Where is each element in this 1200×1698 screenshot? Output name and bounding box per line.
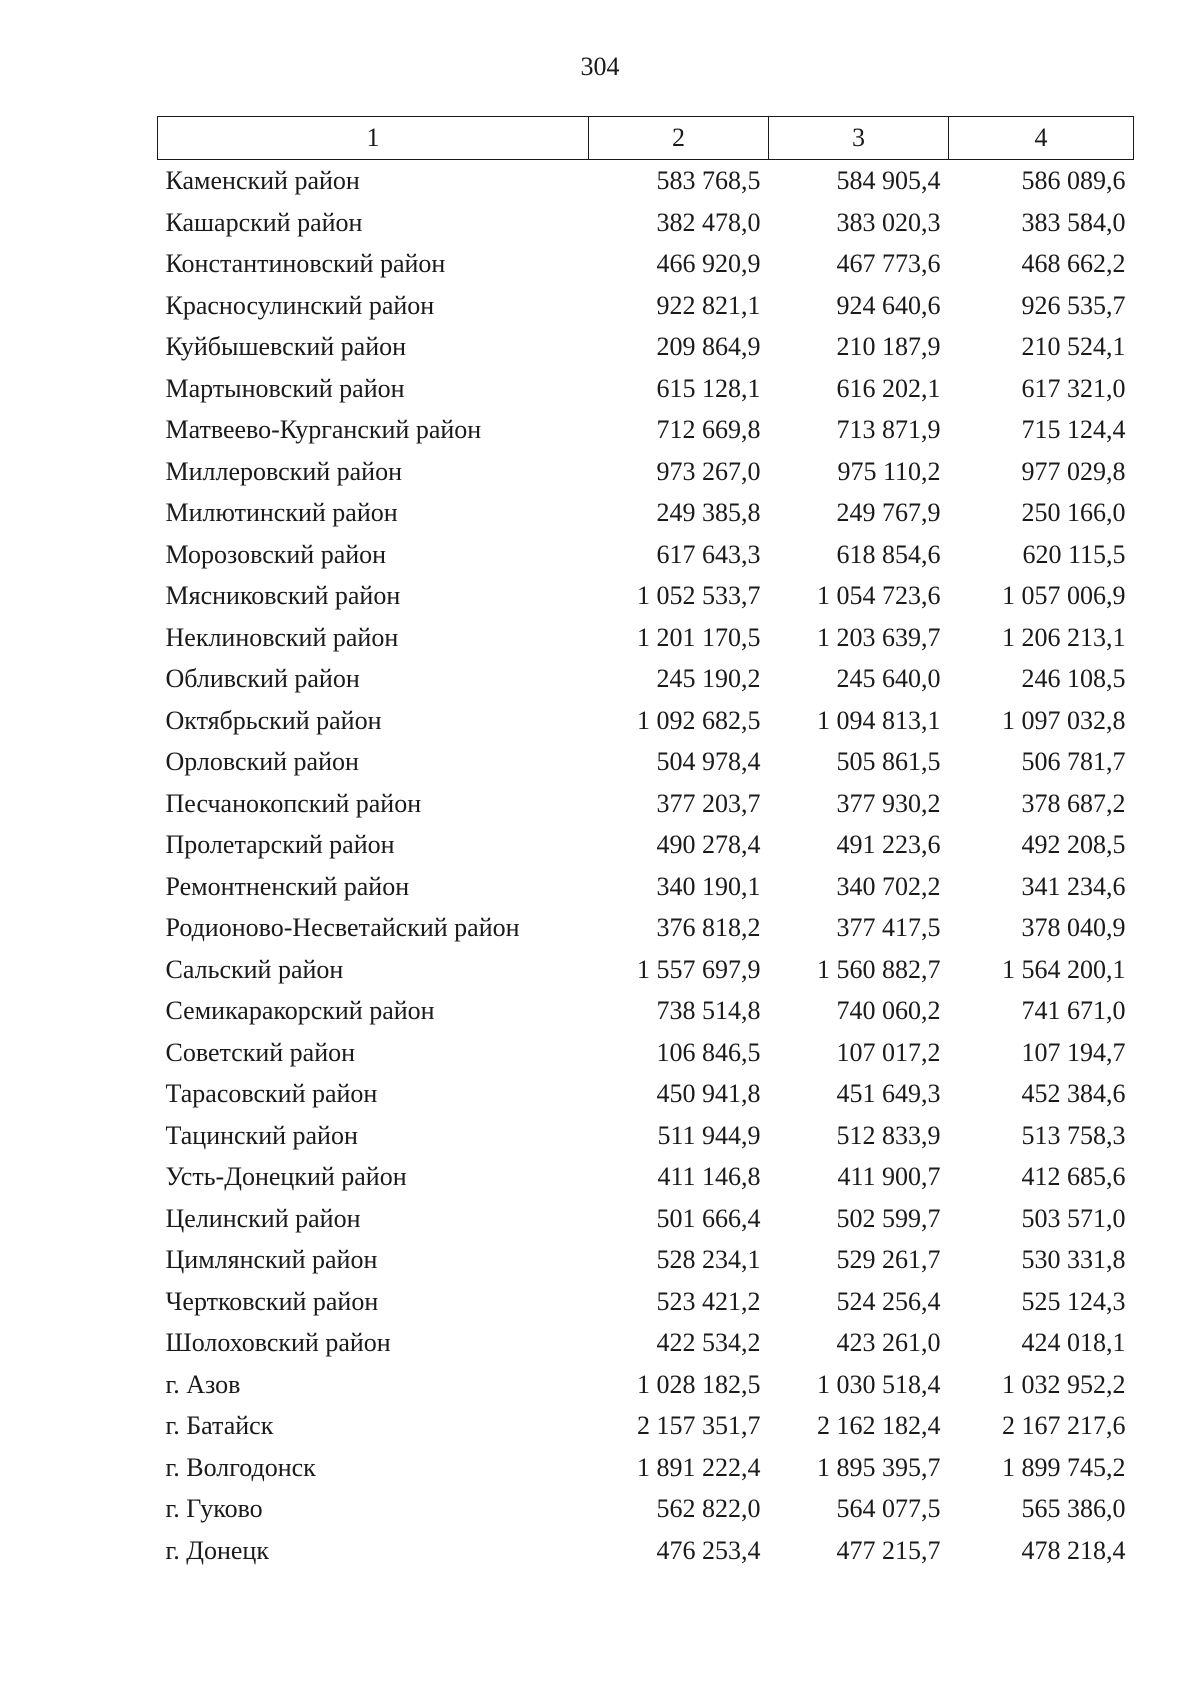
header-col-3: 3 xyxy=(769,117,949,160)
value-cell-col-4: 478 218,4 xyxy=(1021,1535,1126,1565)
value-cell-col-3: 383 020,3 xyxy=(836,207,941,237)
district-name-cell: Орловский район xyxy=(165,747,359,776)
district-name-cell: Обливский район xyxy=(165,664,360,693)
value-cell-col-3: 2 162 182,4 xyxy=(817,1411,941,1440)
table-row xyxy=(158,1488,1134,1530)
district-name-cell: г. Азов xyxy=(165,1369,241,1399)
header-row xyxy=(158,117,1134,160)
table-row xyxy=(158,1530,1134,1572)
table-row xyxy=(158,949,1134,991)
value-cell-col-3: 924 640,6 xyxy=(836,290,941,320)
district-name-cell: Красносулинский район xyxy=(165,290,435,320)
value-cell-col-4: 378 687,2 xyxy=(1021,788,1126,818)
district-name-cell: Матвеево-Курганский район xyxy=(165,415,482,444)
value-cell-col-3: 377 417,5 xyxy=(836,913,941,942)
value-cell-col-3: 423 261,0 xyxy=(836,1328,941,1357)
value-cell-col-3: 340 702,2 xyxy=(836,871,941,901)
value-cell-col-3: 467 773,6 xyxy=(836,249,941,278)
value-cell-col-3: 491 223,6 xyxy=(836,830,941,859)
table-row xyxy=(158,326,1134,368)
district-name-cell: Родионово-Несветайский район xyxy=(165,913,520,942)
district-name-cell: Пролетарский район xyxy=(165,830,395,859)
value-cell-col-4: 530 331,8 xyxy=(1021,1245,1126,1274)
table-row xyxy=(158,866,1134,908)
value-cell-col-4: 977 029,8 xyxy=(1021,456,1126,486)
district-name-cell: Кашарский район xyxy=(165,207,363,237)
value-cell-col-4: 741 671,0 xyxy=(1021,996,1126,1025)
value-cell-col-3: 1 203 639,7 xyxy=(817,622,941,652)
district-name-cell: г. Гуково xyxy=(165,1494,263,1523)
value-cell-col-4: 506 781,7 xyxy=(1021,747,1126,776)
value-cell-col-3: 245 640,0 xyxy=(836,664,941,693)
value-cell-col-2: 922 821,1 xyxy=(656,290,761,320)
district-name-cell: Неклиновский район xyxy=(165,622,399,652)
table-row xyxy=(158,1073,1134,1115)
value-cell-col-4: 1 564 200,1 xyxy=(1002,954,1126,984)
table-row xyxy=(158,451,1134,493)
table-row xyxy=(158,741,1134,783)
table-row xyxy=(158,409,1134,451)
district-name-cell: Тацинский район xyxy=(165,1120,358,1150)
table-row xyxy=(158,990,1134,1032)
district-name-cell: Ремонтненский район xyxy=(165,871,410,901)
value-cell-col-2: 617 643,3 xyxy=(656,539,761,569)
value-cell-col-4: 341 234,6 xyxy=(1021,871,1126,901)
value-cell-col-3: 411 900,7 xyxy=(837,1162,941,1191)
value-cell-col-4: 565 386,0 xyxy=(1021,1494,1126,1523)
value-cell-col-4: 378 040,9 xyxy=(1021,913,1126,942)
value-cell-col-4: 424 018,1 xyxy=(1021,1328,1126,1357)
table-row xyxy=(158,243,1134,285)
district-name-cell: г. Волгодонск xyxy=(165,1452,316,1482)
table-row xyxy=(158,534,1134,576)
value-cell-col-3: 616 202,1 xyxy=(836,373,941,403)
district-name-cell: Сальский район xyxy=(165,954,344,984)
table-row xyxy=(158,824,1134,866)
district-name-cell: Каменский район xyxy=(165,166,360,195)
district-name-cell: Целинский район xyxy=(165,1203,361,1233)
table-header xyxy=(158,117,1134,160)
table-row xyxy=(158,575,1134,617)
value-cell-col-2: 1 052 533,7 xyxy=(637,581,761,610)
value-cell-col-3: 505 861,5 xyxy=(836,747,941,776)
district-name-cell: Мясниковский район xyxy=(165,581,401,610)
value-cell-col-4: 503 571,0 xyxy=(1021,1203,1126,1233)
value-cell-col-2: 501 666,4 xyxy=(656,1203,761,1233)
page-number: 304 xyxy=(580,52,620,81)
table-row xyxy=(158,1115,1134,1157)
value-cell-col-4: 468 662,2 xyxy=(1021,249,1126,278)
value-cell-col-2: 340 190,1 xyxy=(656,871,761,901)
value-cell-col-3: 512 833,9 xyxy=(836,1120,941,1150)
value-cell-col-2: 490 278,4 xyxy=(656,830,761,859)
value-cell-col-3: 713 871,9 xyxy=(836,415,941,444)
value-cell-col-4: 513 758,3 xyxy=(1021,1120,1126,1150)
value-cell-col-2: 973 267,0 xyxy=(656,456,761,486)
value-cell-col-3: 1 094 813,1 xyxy=(817,705,941,735)
value-cell-col-4: 2 167 217,6 xyxy=(1002,1411,1126,1440)
value-cell-col-2: 562 822,0 xyxy=(656,1494,761,1523)
value-cell-col-2: 476 253,4 xyxy=(656,1535,761,1565)
value-cell-col-2: 738 514,8 xyxy=(656,996,761,1025)
value-cell-col-2: 511 944,9 xyxy=(657,1120,761,1150)
table-body xyxy=(158,160,1134,1572)
district-name-cell: г. Батайск xyxy=(165,1411,274,1440)
district-name-cell: Песчанокопский район xyxy=(165,788,422,818)
header-col-1: 1 xyxy=(158,117,589,160)
table-row xyxy=(158,1198,1134,1240)
value-cell-col-4: 1 206 213,1 xyxy=(1002,622,1126,652)
value-cell-col-4: 586 089,6 xyxy=(1021,166,1126,195)
value-cell-col-3: 1 054 723,6 xyxy=(817,581,941,610)
value-cell-col-2: 209 864,9 xyxy=(656,332,761,361)
table-row xyxy=(158,1405,1134,1447)
value-cell-col-2: 1 028 182,5 xyxy=(637,1369,761,1399)
district-name-cell: Усть-Донецкий район xyxy=(165,1162,407,1191)
value-cell-col-2: 422 534,2 xyxy=(656,1328,761,1357)
value-cell-col-2: 1 201 170,5 xyxy=(637,622,761,652)
district-name-cell: Семикаракорский район xyxy=(165,996,435,1025)
district-name-cell: Мартыновский район xyxy=(165,373,405,403)
value-cell-col-3: 1 030 518,4 xyxy=(817,1369,941,1399)
table-row xyxy=(158,285,1134,327)
table-row xyxy=(158,617,1134,659)
table-row xyxy=(158,907,1134,949)
table-row xyxy=(158,1447,1134,1489)
table-row xyxy=(158,1156,1134,1198)
district-name-cell: г. Донецк xyxy=(165,1535,269,1565)
value-cell-col-2: 466 920,9 xyxy=(656,249,761,278)
value-cell-col-3: 618 854,6 xyxy=(836,539,941,569)
value-cell-col-3: 529 261,7 xyxy=(836,1245,941,1274)
value-cell-col-4: 715 124,4 xyxy=(1021,415,1126,444)
table-row xyxy=(158,492,1134,534)
value-cell-col-2: 382 478,0 xyxy=(656,207,761,237)
district-name-cell: Миллеровский район xyxy=(165,456,403,486)
district-name-cell: Константиновский район xyxy=(165,249,446,278)
value-cell-col-2: 376 818,2 xyxy=(656,913,761,942)
district-name-cell: Советский район xyxy=(165,1037,356,1067)
value-cell-col-4: 1 097 032,8 xyxy=(1002,705,1126,735)
table-row xyxy=(158,1239,1134,1281)
district-name-cell: Морозовский район xyxy=(165,539,387,569)
table-row xyxy=(158,202,1134,244)
value-cell-col-4: 210 524,1 xyxy=(1021,332,1126,361)
value-cell-col-2: 504 978,4 xyxy=(656,747,761,776)
value-cell-col-2: 615 128,1 xyxy=(656,373,761,403)
value-cell-col-2: 245 190,2 xyxy=(656,664,761,693)
value-cell-col-4: 250 166,0 xyxy=(1021,498,1126,527)
value-cell-col-2: 106 846,5 xyxy=(656,1037,761,1067)
value-cell-col-4: 926 535,7 xyxy=(1021,290,1126,320)
district-name-cell: Куйбышевский район xyxy=(165,332,407,361)
budget-table xyxy=(157,116,1134,1571)
value-cell-col-4: 246 108,5 xyxy=(1021,664,1126,693)
value-cell-col-3: 975 110,2 xyxy=(837,456,941,486)
value-cell-col-4: 525 124,3 xyxy=(1021,1286,1126,1316)
district-name-cell: Милютинский район xyxy=(165,498,398,527)
value-cell-col-4: 492 208,5 xyxy=(1021,830,1126,859)
value-cell-col-3: 451 649,3 xyxy=(836,1079,941,1108)
value-cell-col-3: 107 017,2 xyxy=(836,1037,941,1067)
value-cell-col-2: 583 768,5 xyxy=(656,166,761,195)
table-row xyxy=(158,658,1134,700)
table-row xyxy=(158,700,1134,742)
value-cell-col-3: 524 256,4 xyxy=(836,1286,941,1316)
value-cell-col-2: 411 146,8 xyxy=(657,1162,761,1191)
table-row xyxy=(158,1322,1134,1364)
table-row xyxy=(158,1281,1134,1323)
table-row xyxy=(158,1364,1134,1406)
value-cell-col-2: 377 203,7 xyxy=(656,788,761,818)
value-cell-col-4: 617 321,0 xyxy=(1021,373,1126,403)
table-row xyxy=(158,368,1134,410)
district-name-cell: Шолоховский район xyxy=(165,1328,391,1357)
value-cell-col-2: 249 385,8 xyxy=(656,498,761,527)
district-name-cell: Цимлянский район xyxy=(165,1245,378,1274)
value-cell-col-2: 1 092 682,5 xyxy=(637,705,761,735)
value-cell-col-4: 1 899 745,2 xyxy=(1002,1452,1126,1482)
value-cell-col-3: 564 077,5 xyxy=(836,1494,941,1523)
value-cell-col-3: 1 560 882,7 xyxy=(817,954,941,984)
value-cell-col-2: 1 557 697,9 xyxy=(637,954,761,984)
value-cell-col-3: 249 767,9 xyxy=(836,498,941,527)
table-row xyxy=(158,160,1134,202)
value-cell-col-3: 377 930,2 xyxy=(836,788,941,818)
value-cell-col-4: 412 685,6 xyxy=(1021,1162,1126,1191)
district-name-cell: Октябрьский район xyxy=(165,705,382,735)
value-cell-col-4: 1 032 952,2 xyxy=(1002,1369,1126,1399)
value-cell-col-3: 210 187,9 xyxy=(836,332,941,361)
value-cell-col-4: 1 057 006,9 xyxy=(1002,581,1126,610)
value-cell-col-2: 450 941,8 xyxy=(656,1079,761,1108)
header-col-4: 4 xyxy=(949,117,1134,160)
value-cell-col-4: 383 584,0 xyxy=(1021,207,1126,237)
value-cell-col-3: 502 599,7 xyxy=(836,1203,941,1233)
value-cell-col-2: 528 234,1 xyxy=(656,1245,761,1274)
header-col-2: 2 xyxy=(589,117,769,160)
value-cell-col-2: 523 421,2 xyxy=(656,1286,761,1316)
value-cell-col-2: 1 891 222,4 xyxy=(637,1452,761,1482)
table-row xyxy=(158,1032,1134,1074)
district-name-cell: Чертковский район xyxy=(165,1286,379,1316)
value-cell-col-2: 2 157 351,7 xyxy=(637,1411,761,1440)
value-cell-col-3: 584 905,4 xyxy=(836,166,941,195)
table-row xyxy=(158,783,1134,825)
value-cell-col-4: 107 194,7 xyxy=(1021,1037,1126,1067)
value-cell-col-3: 740 060,2 xyxy=(836,996,941,1025)
value-cell-col-3: 477 215,7 xyxy=(836,1535,941,1565)
district-name-cell: Тарасовский район xyxy=(165,1079,378,1108)
value-cell-col-2: 712 669,8 xyxy=(656,415,761,444)
value-cell-col-4: 452 384,6 xyxy=(1021,1079,1126,1108)
value-cell-col-3: 1 895 395,7 xyxy=(817,1452,941,1482)
value-cell-col-4: 620 115,5 xyxy=(1022,539,1126,569)
